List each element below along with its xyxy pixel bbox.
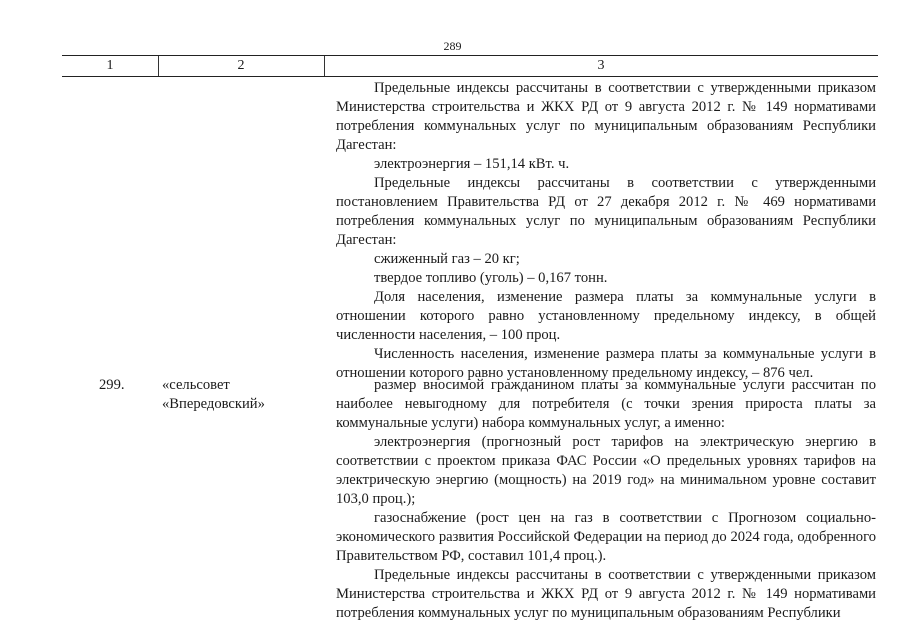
- row-text-block: [336, 376, 876, 623]
- paragraph: электроэнергия (прогнозный рост тарифов на электрическую энергию в соответствии с проектом приказа ФАС России «О предельных уровнях тарифов на электрическую энергию (мощность) на 2019 год» на минимальном уровне составит 103,0 проц.);: [336, 434, 876, 507]
- paragraph: твердое топливо (уголь) – 0,167 тонн.: [374, 270, 608, 286]
- column-header-1: 1: [106, 58, 114, 73]
- municipality-name: [162, 376, 312, 414]
- paragraph: Доля населения, изменение размера платы за коммунальные услуги в отношении которого равно установленному предельному индексу, в общей численности населения, – 100 проц.: [336, 289, 876, 343]
- paragraph: сжиженный газ – 20 кг;: [374, 251, 520, 267]
- paragraph: Численность населения, изменение размера платы за коммунальные услуги в отношении которого равно установленному предельному индексу, – 876 чел.: [336, 346, 876, 381]
- paragraph: Предельные индексы рассчитаны в соответствии с утвержденными приказом Министерства строительства и ЖКХ РД от 9 августа 2012 г. № 149 нормативами потребления коммунальных услуг по муниципальным образованиям Республики: [336, 567, 876, 621]
- continuation-text-block: [336, 79, 876, 383]
- column-header-3: 3: [597, 58, 605, 73]
- row-number: 299.: [99, 377, 125, 393]
- paragraph: электроэнергия – 151,14 кВт. ч.: [374, 156, 570, 172]
- table-header: [62, 55, 878, 77]
- municipality-name-line: «Впередовский»: [162, 396, 265, 412]
- column-header-2: 2: [237, 58, 245, 73]
- paragraph: газоснабжение (рост цен на газ в соответствии с Прогнозом социально-экономического развития Российской Федерации на период до 2024 года, одобренного Правительством РФ, составил 101,4 проц.).: [336, 510, 876, 564]
- paragraph: Предельные индексы рассчитаны в соответствии с утвержденными приказом Министерства строительства и ЖКХ РД от 9 августа 2012 г. № 149 нормативами потребления коммунальных услуг по муниципальным образованиям Республики Дагестан:: [336, 80, 876, 153]
- page-number: 289: [443, 39, 462, 53]
- municipality-name-line: «сельсовет: [162, 377, 230, 393]
- paragraph: Предельные индексы рассчитаны в соответствии с утвержденными постановлением Правительства РД от 27 декабря 2012 г. № 469 нормативами потребления коммунальных услуг по муниципальным образованиям Республики Дагестан:: [336, 175, 876, 248]
- paragraph: размер вносимой гражданином платы за коммунальные услуги рассчитан по наиболее невыгодному для потребителя (с точки зрения прироста платы за коммунальные услуги) набора коммунальных услуг, а именно:: [336, 377, 876, 431]
